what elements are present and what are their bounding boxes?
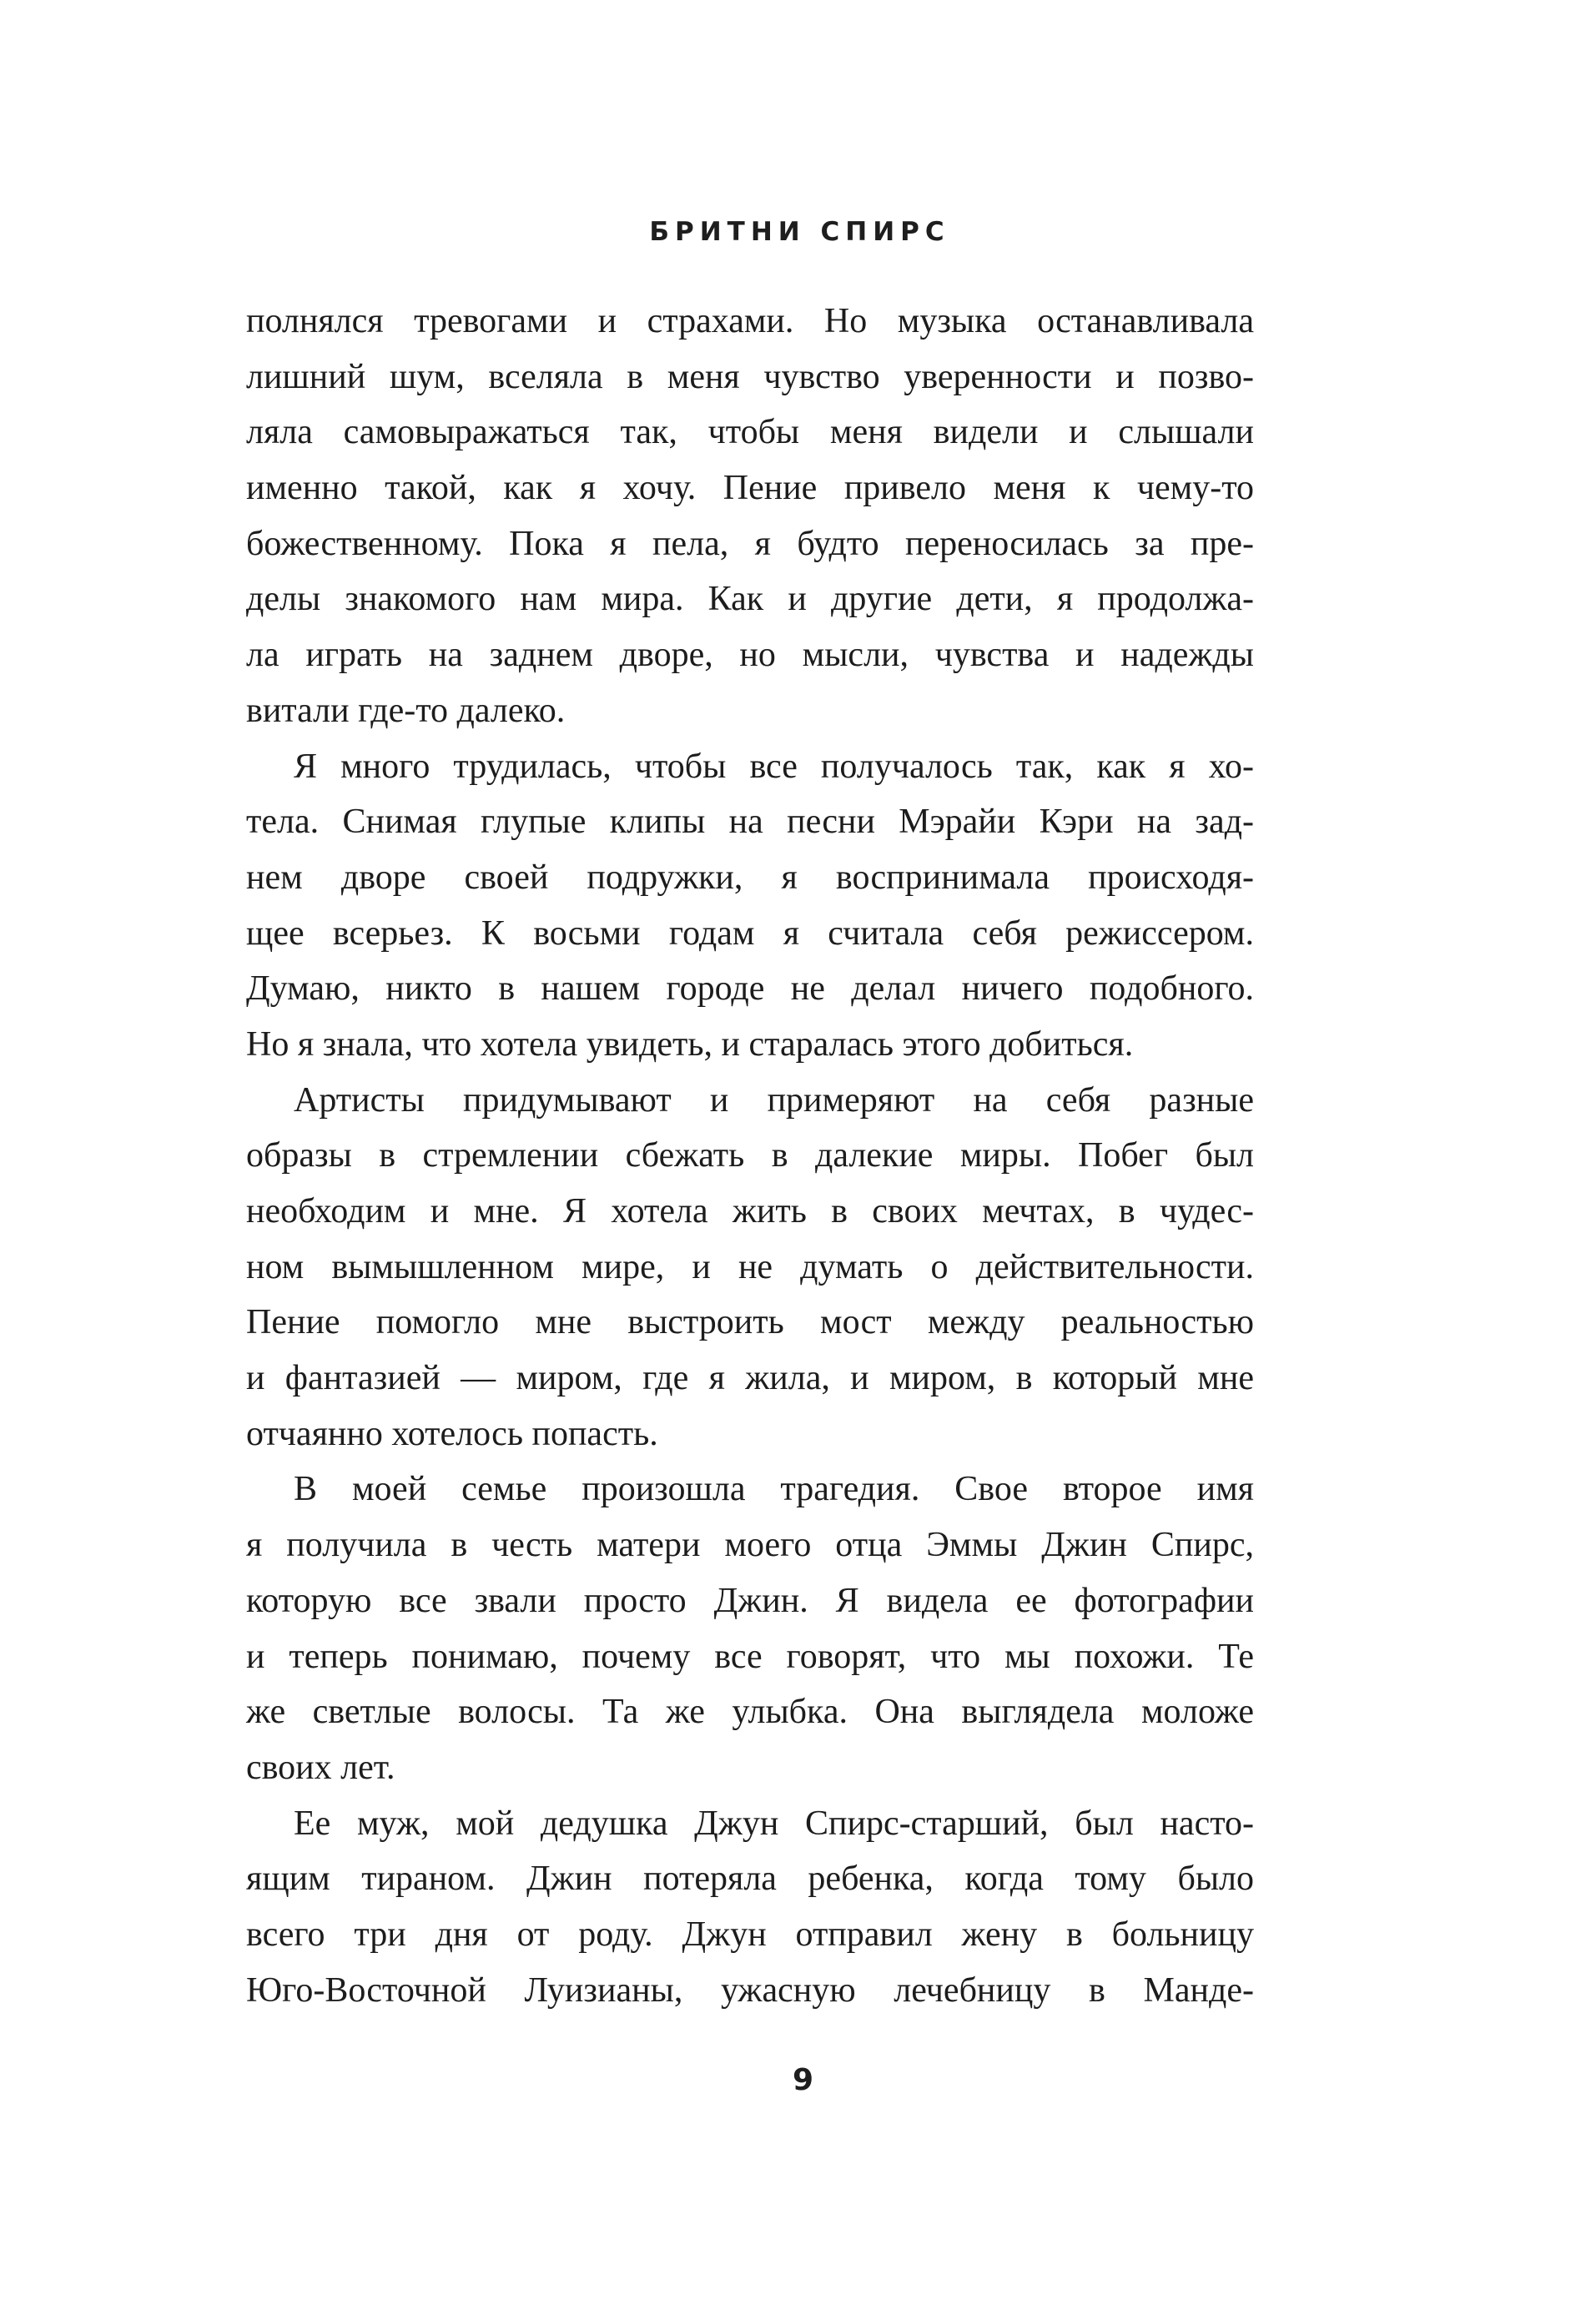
paragraph [246, 1073, 1254, 1462]
text-line: нем дворе своей подружки, я воспринимала происходя- [246, 858, 1254, 897]
text-line: образы в стремлении сбежать в далекие миры. Побег был [246, 1136, 1254, 1175]
text-line: В моей семье произошла трагедия. Свое второе имя [294, 1470, 1254, 1509]
text-line: своих лет. [246, 1748, 395, 1787]
body-text [246, 294, 1254, 2018]
text-line: лишний шум, вселяла в меня чувство уверенности и позво- [246, 357, 1254, 396]
text-line: ящим тираном. Джин потеряла ребенка, когда тому было [246, 1860, 1254, 1899]
text-line: и фантазией — миром, где я жила, и миром, в который мне [246, 1359, 1254, 1398]
text-line: Ее муж, мой дедушка Джун Спирс-старший, был насто- [294, 1804, 1254, 1843]
text-line: всего три дня от роду. Джун отправил жену в больницу [246, 1915, 1254, 1954]
text-line: именно такой, как я хочу. Пение привело меня к чему-то [246, 469, 1254, 508]
paragraph [246, 1796, 1254, 2019]
text-line: ном вымышленном мире, и не думать о действительности. [246, 1247, 1254, 1286]
paragraph [246, 739, 1254, 1073]
text-line: витали где-то далеко. [246, 691, 566, 730]
text-line: ляла самовыражаться так, чтобы меня видели и слышали [246, 413, 1254, 452]
text-line: Юго-Восточной Луизианы, ужасную лечебницу в Манде- [246, 1970, 1254, 2010]
running-head: БРИТНИ СПИРС [649, 217, 950, 247]
text-line: божественному. Пока я пела, я будто переносилась за пре- [246, 524, 1254, 563]
text-line: необходим и мне. Я хотела жить в своих мечтах, в чудес- [246, 1192, 1254, 1230]
text-line: я получила в честь матери моего отца Эммы Джин Спирс, [246, 1526, 1254, 1565]
text-line: Но я знала, что хотела увидеть, и старалась этого добиться. [246, 1024, 1134, 1064]
paragraph [246, 294, 1254, 739]
text-line: ла играть на заднем дворе, но мысли, чувства и надежды [246, 636, 1254, 675]
text-line: делы знакомого нам мира. Как и другие дети, я продолжа- [246, 580, 1254, 619]
page-number: 9 [792, 2063, 814, 2097]
text-line: Я много трудилась, чтобы все получалось так, как я хо- [294, 747, 1254, 786]
text-line: Пение помогло мне выстроить мост между реальностью [246, 1303, 1254, 1342]
text-line: Думаю, никто в нашем городе не делал ничего подобного. [246, 969, 1254, 1009]
text-line: и теперь понимаю, почему все говорят, что мы похожи. Те [246, 1637, 1254, 1676]
text-line: отчаянно хотелось попасть. [246, 1414, 658, 1453]
text-line: полнялся тревогами и страхами. Но музыка останавливала [246, 302, 1254, 340]
paragraph [246, 1462, 1254, 1795]
text-line: Артисты придумывают и примеряют на себя разные [294, 1080, 1254, 1120]
text-line: щее всерьез. К восьми годам я считала себя режиссером. [246, 913, 1254, 953]
text-line: же светлые волосы. Та же улыбка. Она выглядела моложе [246, 1693, 1254, 1732]
text-line: тела. Снимая глупые клипы на песни Мэрайи Кэри на зад- [246, 803, 1254, 842]
text-line: которую все звали просто Джин. Я видела ее фотографии [246, 1581, 1254, 1620]
